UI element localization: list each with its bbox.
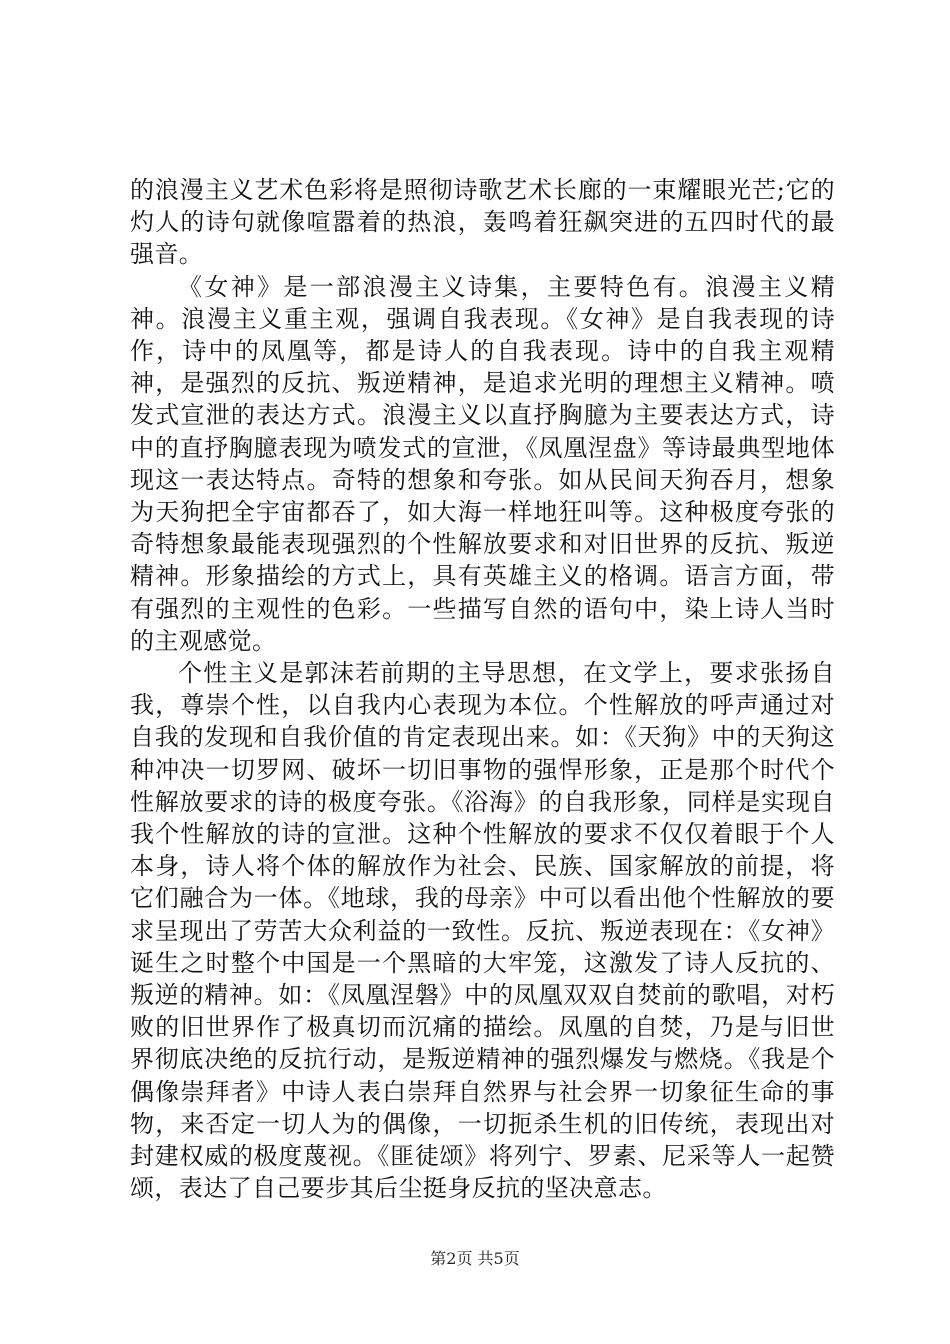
paragraph-nushen-features: 《女神》是一部浪漫主义诗集，主要特色有。浪漫主义精神。浪漫主义重主观，强调自我表现。《女神》是自我表现的诗作，诗中的凤凰等，都是诗人的自我表现。诗中的自我主观精神，是强烈的反抗、叛逆精神，是追求光明的理想主义精神。喷发式宣泄的表达方式。浪漫主义以直抒胸臆为主要表达方式，诗中的直抒胸臆表现为喷发式的宣泄，《凤凰涅盘》等诗最典型地体现这一表达特点。奇特的想象和夸张。如从民间天狗吞月，想象为天狗把全宇宙都吞了，如大海一样地狂叫等。这种极度夸张的奇特想象最能表现强烈的个性解放要求和对旧世界的反抗、叛逆精神。形象描绘的方式上，具有英雄主义的格调。语言方面，带有强烈的主观性的色彩。一些描写自然的语句中，染上诗人当时的主观感觉。 <box>130 272 835 655</box>
document-body <box>130 174 835 1205</box>
paragraph-continuation: 的浪漫主义艺术色彩将是照彻诗歌艺术长廊的一束耀眼光芒;它的灼人的诗句就像喧嚣着的热浪，轰鸣着狂飙突进的五四时代的最强音。 <box>130 176 835 269</box>
page-number-footer: 第2页 共5页 <box>430 1249 520 1268</box>
paragraph-individualism: 个性主义是郭沫若前期的主导思想，在文学上，要求张扬自我，尊崇个性，以自我内心表现为本位。个性解放的呼声通过对自我的发现和自我价值的肯定表现出来。如：《天狗》中的天狗这种冲决一切罗网、破坏一切旧事物的强悍形象，正是那个时代个性解放要求的诗的极度夸张。《浴海》的自我形象，同样是实现自我个性解放的诗的宣泄。这种个性解放的要求不仅仅着眼于个人本身，诗人将个体的解放作为社会、民族、国家解放的前提，将它们融合为一体。《地球，我的母亲》中可以看出他个性解放的要求呈现出了劳苦大众利益的一致性。反抗、叛逆表现在：《女神》诞生之时整个中国是一个黑暗的大牢笼，这激发了诗人反抗的、叛逆的精神。如：《凤凰涅磐》中的凤凰双双自焚前的歌唱，对朽败的旧世界作了极真切而沉痛的描绘。凤凰的自焚，乃是与旧世界彻底决绝的反抗行动，是叛逆精神的强烈爆发与燃烧。《我是个偶像崇拜者》中诗人表白崇拜自然界与社会界一切象征生命的事物，来否定一切人为的偶像，一切扼杀生机的旧传统，表现出对封建权威的极度蔑视。《匪徒颂》将列宁、罗素、尼采等人一起赞颂，表达了自己要步其后尘挺身反抗的坚决意志。 <box>130 659 835 1203</box>
